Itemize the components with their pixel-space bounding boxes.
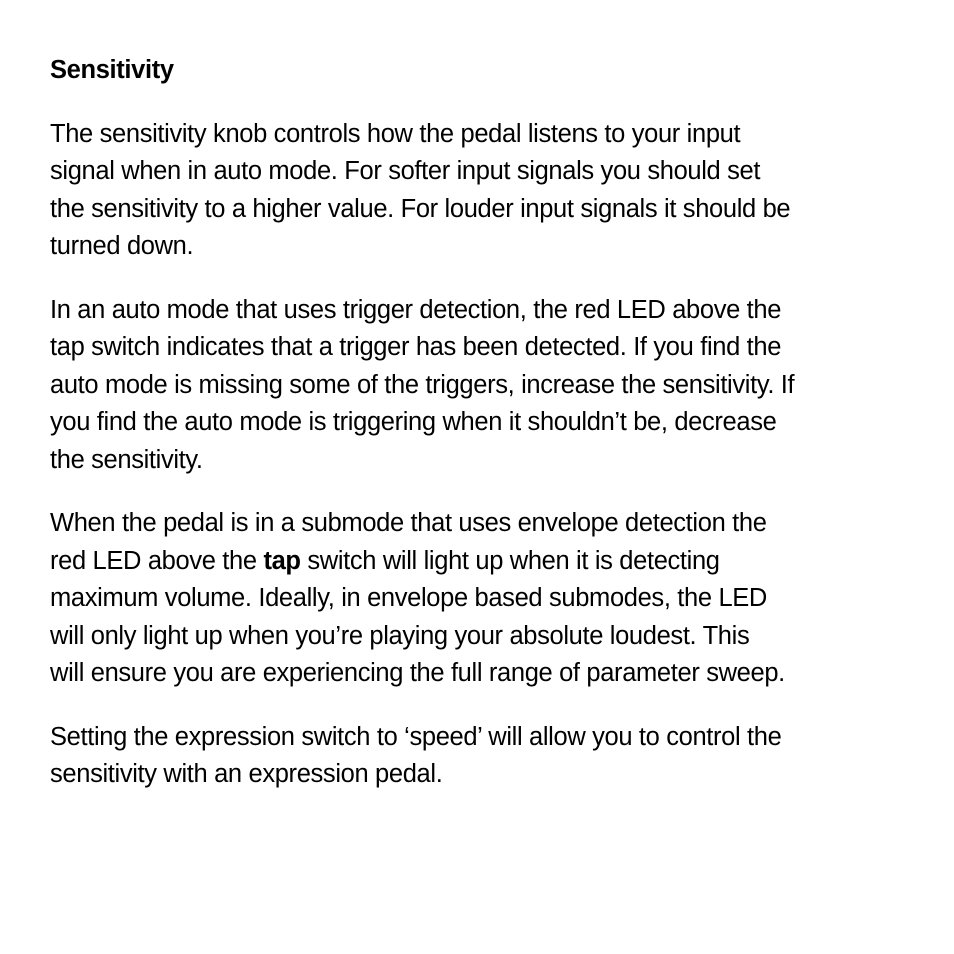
text-line: the sensitivity. xyxy=(50,445,203,474)
text-line: you find the auto mode is triggering when it shouldn’t be, decrease xyxy=(50,408,777,436)
paragraph-expression-switch xyxy=(50,719,910,794)
text-line: When the pedal is in a submode that uses envelope detection the xyxy=(50,509,767,537)
text-line: will ensure you are experiencing the full range of parameter sweep. xyxy=(50,659,785,687)
text-line: sensitivity with an expression pedal. xyxy=(50,760,443,788)
text-line xyxy=(50,543,910,581)
text-run: red LED above the xyxy=(50,546,264,575)
text-line: turned down. xyxy=(50,232,194,260)
text-line: auto mode is missing some of the triggers, increase the sensitivity. If xyxy=(50,370,795,399)
text-line: will only light up when you’re playing your absolute loudest. This xyxy=(50,621,750,650)
text-line: The sensitivity knob controls how the pedal listens to your input xyxy=(50,119,741,148)
text-line: Setting the expression switch to ‘speed’ will allow you to control the xyxy=(50,722,782,751)
section-heading: Sensitivity xyxy=(50,56,174,84)
text-line: tap switch indicates that a trigger has been detected. If you find the xyxy=(50,333,782,361)
paragraph-trigger-detection xyxy=(50,292,910,480)
text-line: maximum volume. Ideally, in envelope based submodes, the LED xyxy=(50,584,767,612)
text-run: switch will light up when it is detecting xyxy=(300,546,720,575)
paragraph-sensitivity-knob xyxy=(50,116,910,266)
text-line: In an auto mode that uses trigger detection, the red LED above the xyxy=(50,295,782,324)
document-page xyxy=(50,52,910,820)
text-line: signal when in auto mode. For softer input signals you should set xyxy=(50,157,761,185)
paragraph-envelope-detection xyxy=(50,505,910,693)
text-line: the sensitivity to a higher value. For louder input signals it should be xyxy=(50,194,791,223)
bold-text-tap: tap xyxy=(263,546,301,575)
